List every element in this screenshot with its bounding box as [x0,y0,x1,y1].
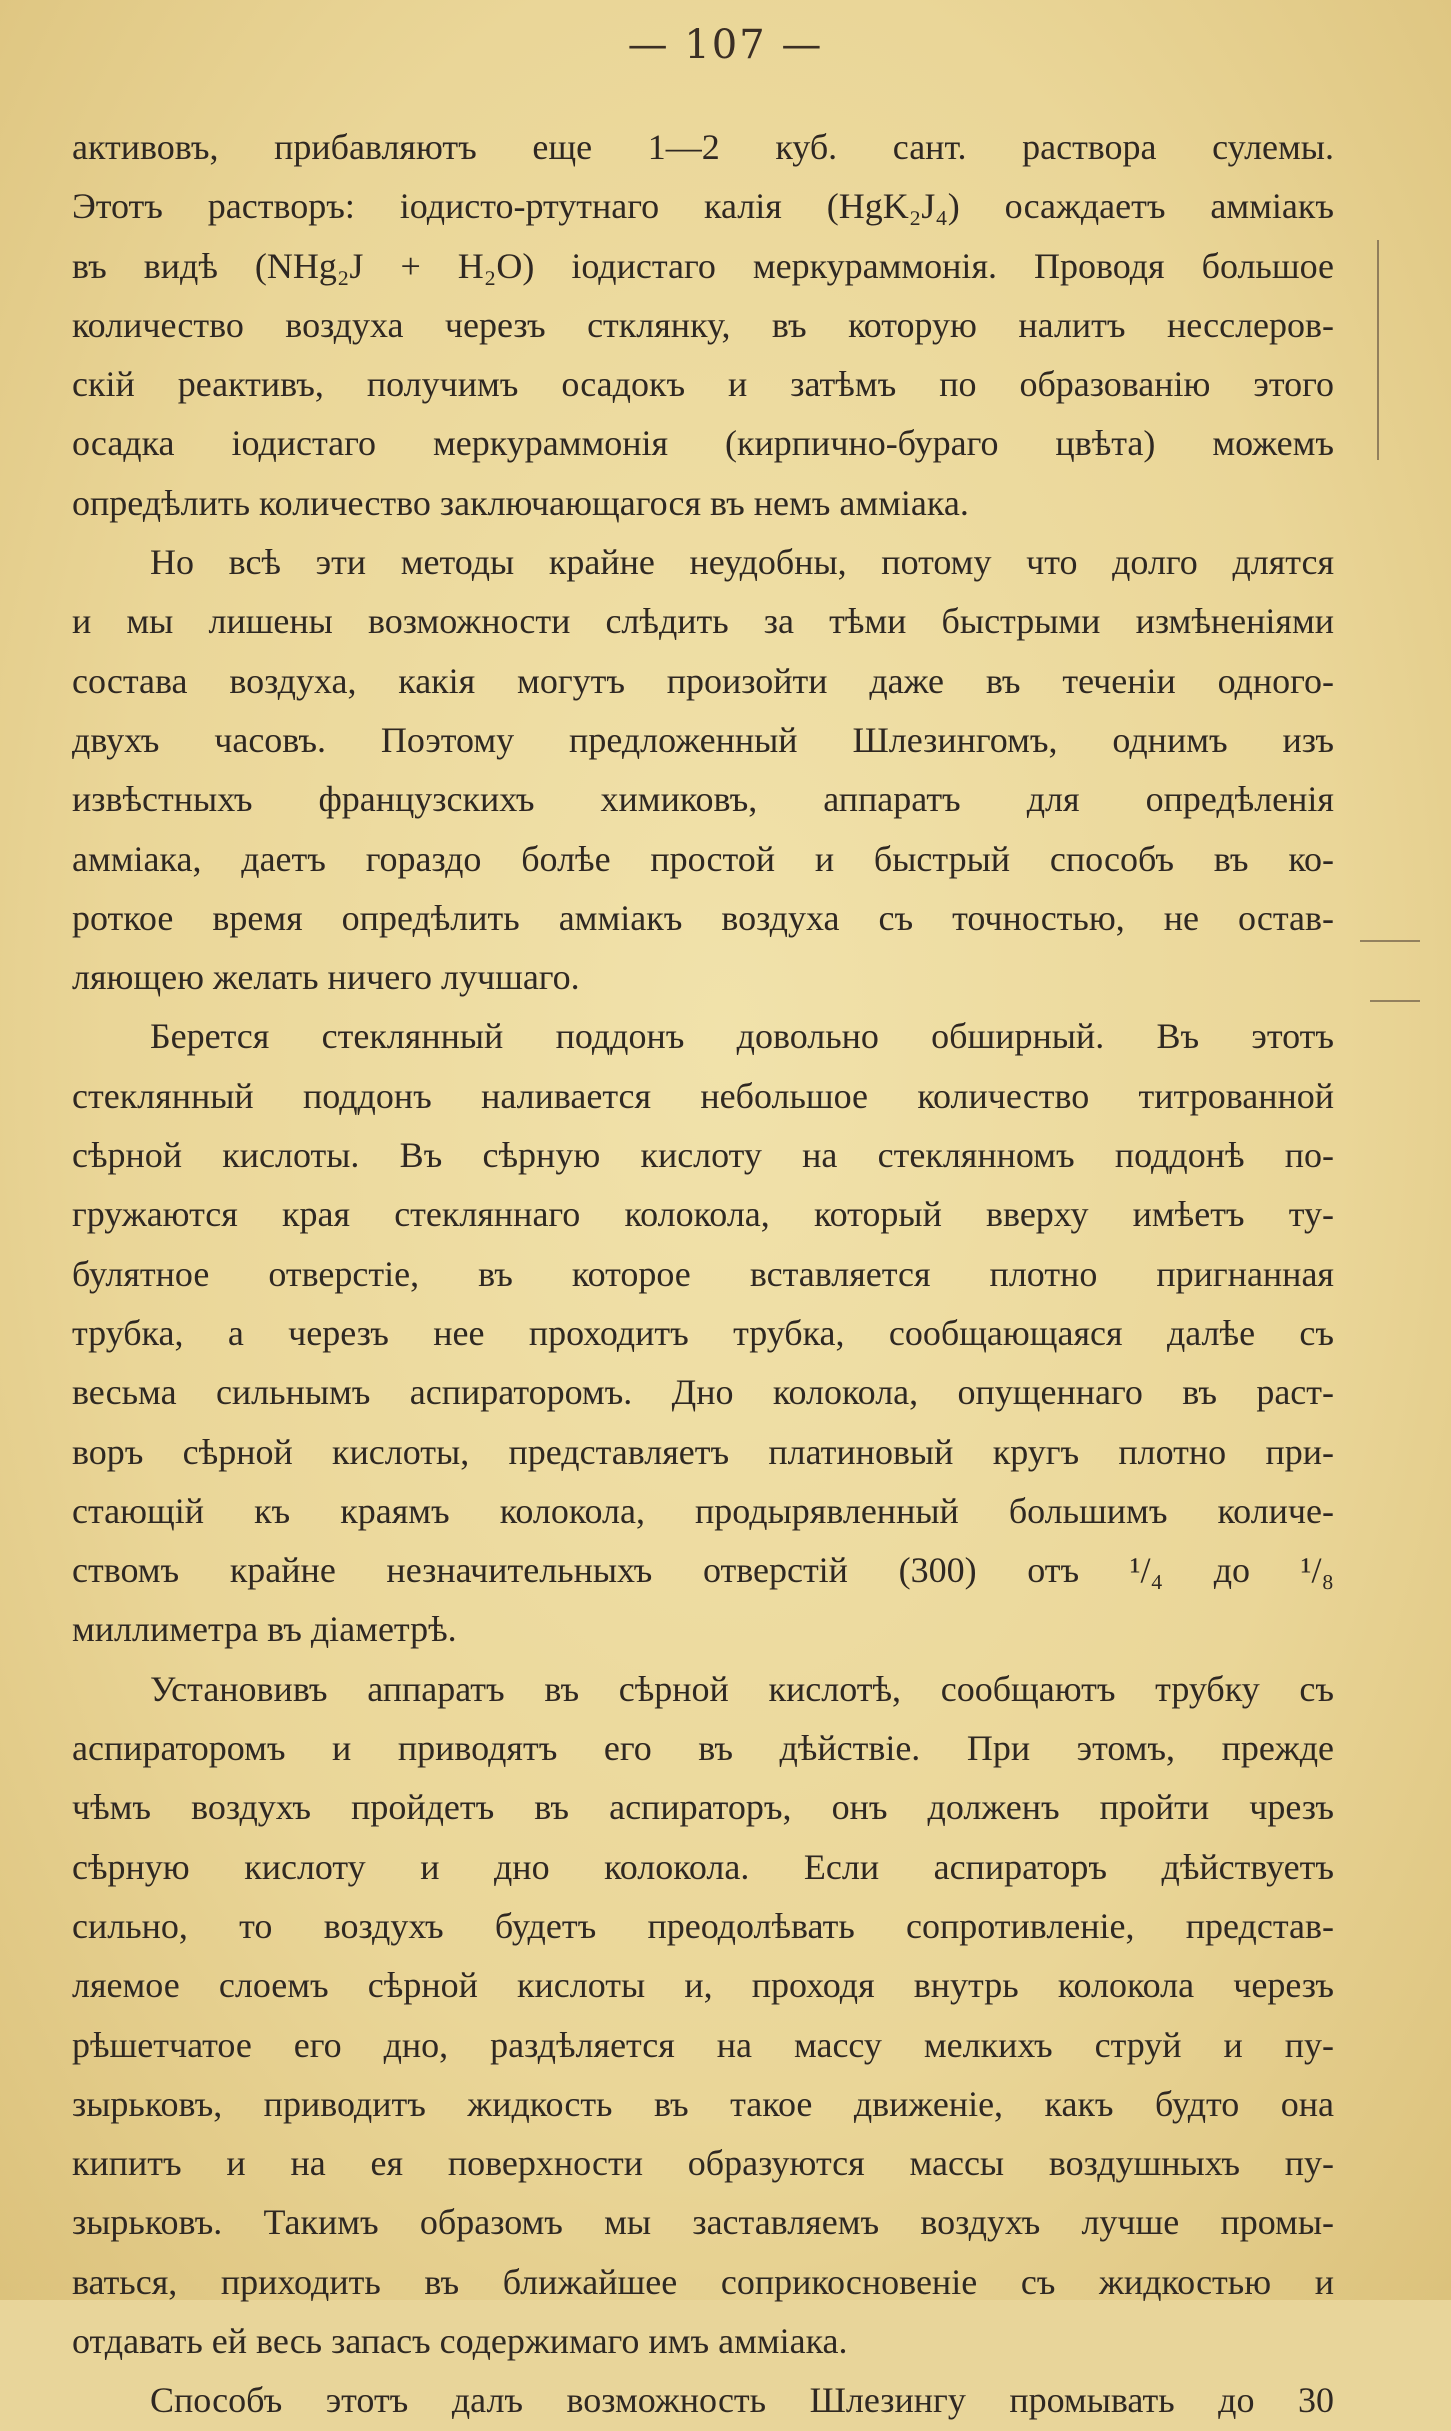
text-line: сѣрную кислоту и дно колокола. Если аспираторъ дѣйствуетъ [72,1846,1334,1887]
text-line: стеклянный поддонъ наливается небольшое количество титрованной [72,1075,1334,1116]
text-line: Этотъ растворъ: іодисто-ртутнаго калія (HgK₂J₄) осаждаетъ амміакъ [72,186,1334,227]
text-line: миллиметра въ діаметрѣ. [72,1609,457,1650]
text-line: Берется стеклянный поддонъ довольно обширный. Въ этотъ [150,1016,1334,1057]
text-line: ствомъ крайне незначительныхъ отверстій (300) отъ ¹/₄ до ¹/₈ [72,1550,1334,1591]
text-line: осадка іодистаго меркураммонія (кирпично-бураго цвѣта) можемъ [72,423,1334,464]
text-line: аспираторомъ и приводятъ его въ дѣйствіе. При этомъ, прежде [72,1728,1334,1769]
text-line: сильно, то воздухъ будетъ преодолѣвать сопротивленіе, представ- [72,1905,1334,1946]
text-line: весьма сильнымъ аспираторомъ. Дно колокола, опущеннаго въ раст- [72,1372,1334,1413]
text-line: трубка, а черезъ нее проходитъ трубка, сообщающаяся далѣе съ [72,1312,1334,1353]
text-line: двухъ часовъ. Поэтому предложенный Шлезингомъ, однимъ изъ [72,719,1334,760]
text-line: сѣрной кислоты. Въ сѣрную кислоту на стеклянномъ поддонѣ по- [72,1135,1334,1176]
text-line: стающій къ краямъ колокола, продырявленный большимъ количе- [72,1490,1334,1531]
text-line: скій реактивъ, получимъ осадокъ и затѣмъ по образованію этого [72,364,1334,405]
text-line: количество воздуха черезъ стклянку, въ которую налитъ несслеров- [72,304,1334,345]
text-line: ляемое слоемъ сѣрной кислоты и, проходя внутрь колокола черезъ [72,1965,1334,2006]
margin-mark-line [1377,240,1379,460]
margin-mark-line [1370,1000,1420,1002]
margin-mark-line [1360,940,1420,942]
text-line: и мы лишены возможности слѣдить за тѣми быстрыми измѣненіями [72,601,1334,642]
text-line: опредѣлить количество заключающагося въ немъ амміака. [72,482,969,523]
text-line: роткое время опредѣлить амміакъ воздуха съ точностью, не остав- [72,897,1334,938]
text-line: Но всѣ эти методы крайне неудобны, потому что долго длятся [150,542,1334,583]
text-line: зырьковъ. Такимъ образомъ мы заставляемъ воздухъ лучше промы- [72,2202,1334,2243]
text-line: гружаются края стекляннаго колокола, который вверху имѣетъ ту- [72,1194,1334,1235]
text-line: рѣшетчатое его дно, раздѣляется на массу мелкихъ струй и пу- [72,2024,1334,2065]
text-line: состава воздуха, какія могутъ произойти даже въ теченіи одного- [72,660,1334,701]
text-line: булятное отверстіе, въ которое вставляется плотно пригнанная [72,1253,1334,1294]
margin-pencil-marks [1340,240,1450,1100]
text-line: Установивъ аппаратъ въ сѣрной кислотѣ, сообщаютъ трубку съ [150,1668,1334,1709]
text-line: ляющею желать ничего лучшаго. [72,957,580,998]
text-line: активовъ, прибавляютъ еще 1—2 куб. сант. раствора сулемы. [72,127,1334,167]
body-text [72,118,1334,2431]
text-line: ваться, приходить въ ближайшее соприкосновеніе съ жидкостью и [72,2261,1334,2302]
text-line: кипитъ и на ея поверхности образуются массы воздушныхъ пу- [72,2143,1334,2184]
text-line: извѣстныхъ французскихъ химиковъ, аппаратъ для опредѣленія [72,779,1334,820]
text-line: воръ сѣрной кислоты, представляетъ платиновый кругъ плотно при- [72,1431,1334,1472]
text-line: чѣмъ воздухъ пройдетъ въ аспираторъ, онъ долженъ пройти чрезъ [72,1787,1334,1828]
text-line: зырьковъ, приводитъ жидкость въ такое движеніе, какъ будто она [72,2083,1334,2124]
text-line: амміака, даетъ гораздо болѣе простой и быстрый способъ въ ко- [72,838,1334,879]
page-number: — 107 — [627,22,824,68]
text-line: въ видѣ (NHg₂J + H₂O) іодистаго меркураммонія. Проводя большое [72,245,1334,286]
text-line: отдавать ей весь запасъ содержимаго имъ амміака. [72,2320,848,2361]
text-line: Способъ этотъ далъ возможность Шлезингу промывать до 30 [150,2380,1334,2421]
